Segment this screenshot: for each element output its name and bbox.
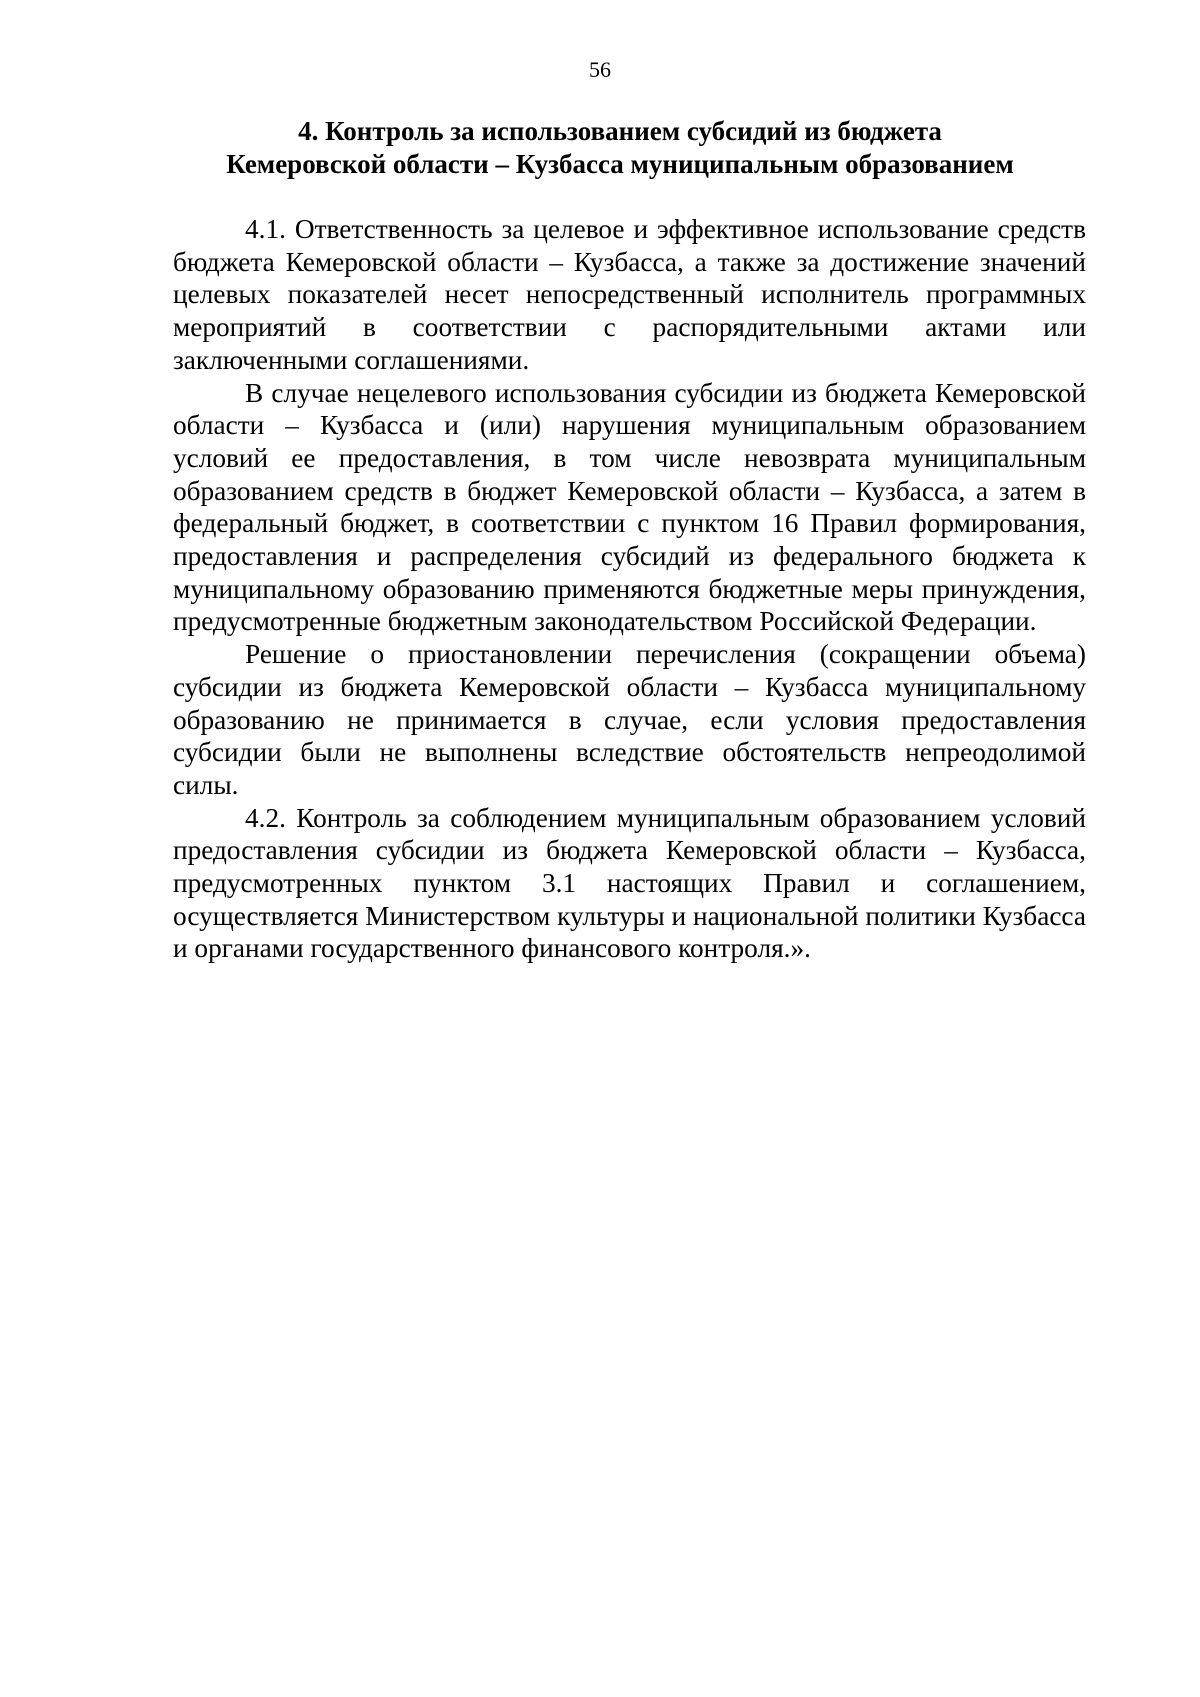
paragraph-4-1: 4.1. Ответственность за целевое и эффективное использование средств бюджета Кемеровской области – Кузбасса, а также за достижение значений целевых показателей несет непосредственный исполнитель программных мероприятий в соответствии с распорядительными актами или заключенными соглашениями. (173, 214, 1086, 375)
section-body (173, 213, 1086, 965)
paragraph-force-majeure: Решение о приостановлении перечисления (сокращении объема) субсидии из бюджета Кемеровской области – Кузбасса муниципальному образованию не принимается в случае, если условия предоставления субсидии были не выполнены вследствие обстоятельств непреодолимой силы. (173, 639, 1086, 800)
paragraph-misuse-measures: В случае нецелевого использования субсидии из бюджета Кемеровской области – Кузбасса и (или) нарушения муниципальным образованием условий ее предоставления, в том числе невозврата муниципальным образованием средств в бюджет Кемеровской области – Кузбасса, а затем в федеральный бюджет, в соответствии с пунктом 16 Правил формирования, предоставления и распределения субсидий из федерального бюджета к муниципальному образованию применяются бюджетные меры принуждения, предусмотренные бюджетным законодательством Российской Федерации. (173, 377, 1086, 637)
section-heading-line-2: Кемеровской области – Кузбасса муниципальным образованием (226, 149, 1014, 179)
page-number: 56 (589, 57, 611, 82)
paragraph-4-2: 4.2. Контроль за соблюдением муниципальным образованием условий предоставления субсидии из бюджета Кемеровской области – Кузбасса, предусмотренных пунктом 3.1 настоящих Правил и соглашением, осуществляется Министерством культуры и национальной политики Кузбасса и органами государственного финансового контроля.». (173, 802, 1086, 964)
section-heading (160, 115, 1080, 181)
section-heading-line-1: 4. Контроль за использованием субсидий из бюджета (298, 116, 942, 146)
